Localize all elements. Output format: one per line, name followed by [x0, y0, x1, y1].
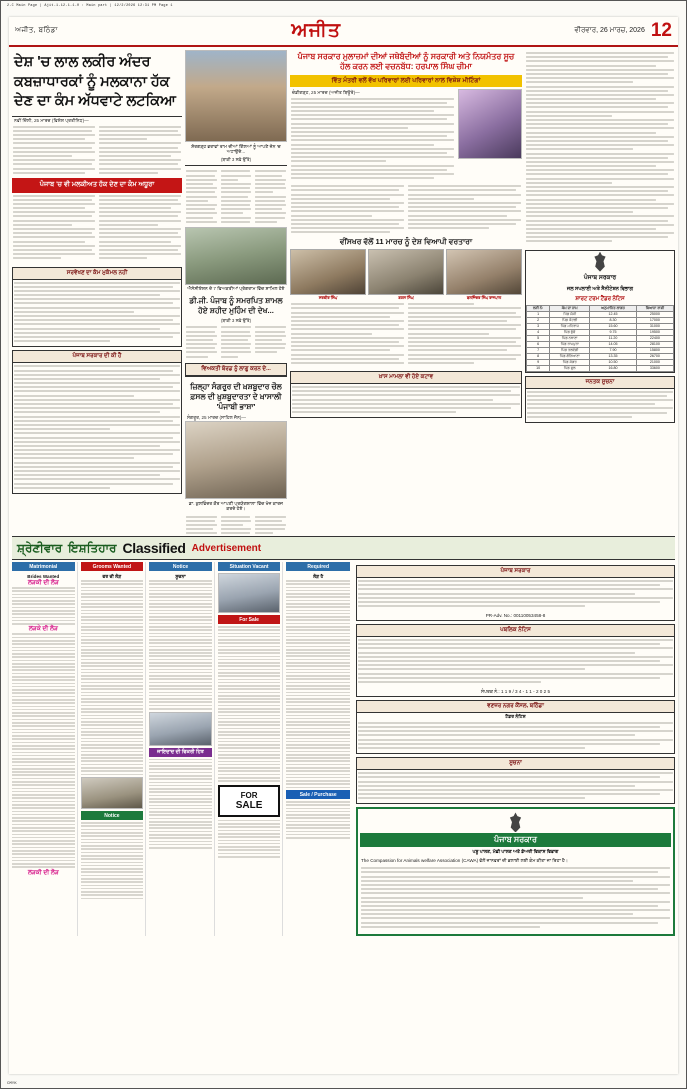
classified-section [12, 533, 675, 936]
col4-body-top [525, 50, 675, 247]
col2-box-title: ਵਿਅਕਤੀ ਬੋਰਡ ਨੂੰ ਲਾਗੂ ਕਰਨ ਦੇ... [186, 364, 286, 376]
public-notice-3-title: ਵਣਜ਼ਰ ਨਗਰ ਕੌਂਸਲ, ਬਠਿੰਡਾ [357, 701, 674, 713]
classified-pink-0: ਲੜਕੀ ਦੀ ਲੋੜ [27, 580, 59, 586]
masthead-title: ਅਜੀਤ [291, 20, 342, 41]
col3-box-2-title: ਖ਼ਾਸ ਮਾਮਲਾ ਵੀ ਹੋਏ ਕਟਾਵ [291, 372, 521, 384]
face-item [446, 249, 522, 301]
classified-columns [12, 562, 352, 936]
col3-text-left [290, 89, 455, 184]
classified-heading-4: Required [286, 562, 350, 571]
classified-heading-0: Matrimonial [12, 562, 75, 571]
classified-column-vacancy [218, 562, 284, 936]
classified-column-matrimonial [12, 562, 78, 936]
cell: 10 [527, 365, 550, 371]
public-notice-1-contact: PR-Adv. No.: 00110053458-8 [485, 612, 546, 618]
cell: 7 [527, 347, 550, 353]
col3-faces-head: ਵੀਂਸਖਰ ਵੱਲੋਂ 11 ਮਾਰਚ ਨੂੰ ਦੇਸ਼ ਵਿਆਪੀ ਵਰਤਾਰਾ [339, 237, 473, 247]
public-notices-column [356, 562, 675, 936]
classified-heading-1: Grooms Wanted [81, 562, 144, 571]
public-notice-4-title: ਸੂਚਨਾ [357, 758, 674, 770]
cell: 22400 [636, 335, 673, 341]
govt-ad-body [360, 865, 671, 932]
col3-box-2 [290, 371, 522, 418]
lead-body-2 [12, 193, 182, 264]
col3-redhead: ਪੰਜਾਬ ਸਰਕਾਰ ਮੁਲਾਜ਼ਮਾਂ ਦੀਆਂ ਜਥੇਬੰਦੀਆਂ ਨੂੰ ਸਰਕਾਰੀ ਅਤੇ ਨਿਯਮੰਤਰ ਸੂਚ ਹੱਲ ਕਰਨ ਲਈ ਵਚਨਬੱਧ: ਹਰਪਾਲ ਸਿੰਘ ਚੀਮਾ [297, 52, 515, 72]
col2-box [185, 363, 287, 377]
col3-byline: ਚੰਡੀਗੜ੍ਹ, 25 ਮਾਰਚ (ਅਜੀਤ ਬਿਊਰੋ)— [292, 89, 360, 95]
public-notice-2-contact: ਸੰਪਰਕ ਨੰ.: 1 1 9 / 3 4 - 1 1 - 2 0 2 5 [480, 688, 550, 694]
photo-face-3 [446, 249, 522, 295]
public-notice-2 [356, 624, 675, 697]
sidebar-box-govt-title: ਪੰਜਾਬ ਸਰਕਾਰ ਦੀ ਕੀ ਹੈ [13, 351, 181, 363]
cell: ਪਿੰਡ ਭੁੱਚੋ [550, 329, 590, 335]
cell: 28100 [636, 341, 673, 347]
cell: 14.05 [590, 341, 637, 347]
tender-th-2: ਅਨੁਮਾਨਿਤ ਲਾਗਤ [590, 305, 637, 311]
photo-classified-people [149, 712, 212, 746]
govt-emblem-icon [508, 812, 524, 832]
classified-banner-en2: Advertisement [191, 542, 262, 554]
cell: 1 [527, 311, 550, 317]
col2-body-1 [185, 168, 287, 226]
cell: 11.20 [590, 335, 637, 341]
cell: 25000 [636, 311, 673, 317]
classified-column-required [286, 562, 352, 936]
classified-sub-4: ਲੋੜ ਹੈ [313, 574, 324, 579]
continuation-2: (ਬਾਕੀ 3 ਸਫ਼ੇ ਉੱਤੇ) [220, 318, 252, 324]
photo-classified-megaphone [81, 777, 144, 809]
classified-blue-4: Sale / Purchase [286, 790, 350, 799]
classified-pink3-0: ਲੜਕੀ ਦੀ ਲੋੜ [27, 869, 59, 876]
sidebar-box-survey [12, 267, 182, 348]
photo-minister-portrait [458, 89, 522, 159]
state-emblem-icon [592, 252, 608, 272]
cell: 5 [527, 335, 550, 341]
photo-classified-seated-man [218, 573, 281, 613]
cell: 3 [527, 323, 550, 329]
cell: 8.30 [590, 317, 637, 323]
cell: 21000 [636, 359, 673, 365]
newspaper-sheet [9, 17, 678, 1074]
tender-th-0: ਲੜੀ ਨੰ: [527, 305, 550, 311]
classified-banner-punjabi: ਸ਼੍ਰੇਣੀਵਾਰ [17, 540, 63, 555]
cell: 26700 [636, 353, 673, 359]
cell: 9.75 [590, 329, 637, 335]
classified-green-1: Notice [81, 811, 144, 820]
photo-police-caption: ਐਸੋਸੀਏਸ਼ਨ ਦੇ 7 ਵਿਅਕਤੀਆਂ ਪ੍ਰੋਗਰਾਮ ਵਿੱਚ ਸ਼ਾਮਿਲ ਹੋਏ [187, 286, 285, 292]
col3-portrait-wrap [458, 89, 522, 184]
cell: ਪਿੰਡ ਜੱਸੀ [550, 311, 590, 317]
col2-body-2 [185, 324, 287, 360]
classified-pink2-0: ਲੜਕੇ ਦੀ ਲੋੜ [28, 626, 58, 633]
cell: 13.35 [590, 353, 637, 359]
footer-strip: CMYK [7, 1082, 17, 1086]
classified-purple-2: ਜਾਇਦਾਦ ਦੀ ਵਿਕਰੀ ਹਿਤ [149, 748, 212, 757]
face-item [290, 249, 366, 301]
classified-sub-1: ਵਰ ਦੀ ਲੋੜ [102, 574, 122, 579]
cell: 9 [527, 359, 550, 365]
col4-notice-box [525, 376, 675, 423]
cell: ਪਿੰਡ ਫੂਲ [550, 365, 590, 371]
masthead [9, 17, 678, 47]
classified-sub-2: ਸੂਚਨਾ [175, 574, 186, 579]
face-name-1: ਸਤਵੀਰ ਸਿੰਘ [318, 296, 338, 301]
classified-body-1b [81, 822, 144, 899]
public-notice-2-title: ਪਬਲਿਕ ਨੋਟਿਸ [357, 625, 674, 637]
public-notice-4-body [357, 770, 674, 803]
cell: 19500 [636, 329, 673, 335]
cell: 4 [527, 329, 550, 335]
face-gallery [290, 249, 522, 301]
classified-body-0 [12, 587, 75, 625]
public-notice-3-sub: ਟੈਂਡਰ ਨੋਟਿਸ [505, 713, 526, 719]
govt-ad-dept: ਪਸ਼ੂ ਪਾਲਣ, ਮੱਛੀ ਪਾਲਣ ਅਤੇ ਡੇਅਰੀ ਵਿਕਾਸ ਵਿਭਾਗ [472, 849, 559, 855]
tender-box [525, 250, 675, 373]
classified-banner [12, 536, 675, 560]
cell: 6 [527, 341, 550, 347]
col3-body-b [290, 183, 522, 235]
classified-red-3: For Sale [218, 615, 281, 624]
classified-body-4 [286, 580, 350, 788]
govt-ad-note: The Compassion for Animals welfare Association (CAWA) ਵੱਲੋਂ ਜਾਨਵਰਾਂ ਦੀ ਭਲਾਈ ਲਈ ਕੰਮ ਕੀਤਾ ਜਾ ਰਿਹਾ ਹੈ। [361, 857, 568, 863]
tender-notice-label: ਸ਼ਾਰਟ ਟਰਮ ਟੈਂਡਰ ਨੋਟਿਸ [575, 295, 625, 302]
classified-body-3 [218, 626, 281, 782]
cell: ਪਿੰਡ ਸੰਗਤ [550, 359, 590, 365]
classified-heading-2: Notice [149, 562, 212, 571]
table-row [527, 365, 674, 371]
col3-box-2-body [291, 384, 521, 417]
classified-banner-punjabi-2: ਇਸ਼ਤਿਹਾਰ [68, 540, 117, 555]
for-sale-badge [218, 785, 281, 817]
public-notice-1-body [357, 578, 674, 611]
classified-body-1 [81, 580, 144, 775]
col3-body-a [290, 96, 455, 184]
cell: 12.45 [590, 311, 637, 317]
cell: 17000 [636, 317, 673, 323]
col4-notice-body [526, 389, 674, 422]
face-name-3: ਬਲਜਿੰਦਰ ਸਿੰਘ ਰਾਜਪਾਲ [466, 296, 502, 301]
cell: ਪਿੰਡ ਨਥਾਣਾ [550, 335, 590, 341]
sidebar-box-govt-body [13, 363, 181, 493]
photo-lab-caption: ਡਾ. ਕੁਲਵਿੰਦਰ ਕੌਰ ਆਪਣੀ ਪ੍ਰਯੋਗਸ਼ਾਲਾ ਵਿੱਚ ਖੋਜ ਕਾਰਜ ਕਰਦੇ ਹੋਏ। [188, 500, 284, 512]
cell: ਪਿੰਡ ਕੋਟਲੀ [550, 317, 590, 323]
crop-marks: 2-C Main Page | Ajit-1-12-1-1-0 : Main part | 12/2/2026 12:31 PM Page 1 [7, 4, 173, 8]
cell: 33600 [636, 365, 673, 371]
col2-byline-3: ਸੰਗਰੂਰ, 25 ਮਾਰਚ (ਸਾਹਿਲ ਜੈਨ)— [187, 415, 247, 421]
classified-body-2b [149, 759, 212, 849]
govt-ad-title: ਪੰਜਾਬ ਸਰਕਾਰ [360, 833, 671, 847]
for-sale-line-1: FOR [240, 790, 258, 800]
photo-event-crowd-caption: ਸ਼ੇਰਗੜ੍ਹ ਭਰਾਵਾਂ ਰਾਮ ਦੀਆਂ ਗਿੱਲਆਂ ਨੂੰ ਆਪਣੇ ਜ਼ੋਨ 'ਚ ਅਟਾਉਂਦੇ... [191, 143, 281, 155]
face-item [368, 249, 444, 301]
col2-subhead-2: ਡੀ.ਜੀ. ਪੰਜਾਬ ਨੂੰ ਸਮਰਪਿਤ ਸ਼ਾਮਲ ਹੋਏ ਸ਼ਹੀਦ ਮੁਹਿੰਮ ਦੀ ਦੇਖ... [189, 295, 283, 315]
cell: 8 [527, 353, 550, 359]
cell: ਪਿੰਡ ਰਾਮਪੁਰਾ [550, 341, 590, 347]
public-notice-1 [356, 565, 675, 621]
classified-column-grooms [81, 562, 147, 936]
classified-body-2 [149, 580, 212, 710]
cell: ਪਿੰਡ ਮਹਿਰਾਜ [550, 323, 590, 329]
photo-lab-researcher [185, 421, 287, 499]
continuation-1: (ਬਾਕੀ 3 ਸਫ਼ੇ ਉੱਤੇ) [220, 157, 252, 163]
lead-body [12, 124, 182, 178]
cell: 2 [527, 317, 550, 323]
classified-body-0b [12, 633, 75, 868]
col3-body-c [290, 301, 522, 368]
masthead-date: ਵੀਰਵਾਰ, 26 ਮਾਰਚ, 2026 [574, 26, 645, 34]
tender-dept: ਜਲ ਸਪਲਾਈ ਅਤੇ ਸੈਨੀਟੇਸ਼ਨ ਵਿਭਾਗ [566, 285, 634, 292]
classified-column-notice [149, 562, 215, 936]
masthead-edition: ਅਜੀਤ, ਬਠਿੰਡਾ [15, 26, 58, 34]
classified-lower-grid [12, 562, 675, 936]
photo-face-2 [368, 249, 444, 295]
photo-police-group [185, 227, 287, 285]
public-notice-3-body [357, 720, 674, 753]
cell: 10.50 [590, 359, 637, 365]
cell: 7.90 [590, 347, 637, 353]
face-name-2: ਗਗਨ ਸਿੰਘ [398, 296, 414, 301]
photo-face-1 [290, 249, 366, 295]
tender-th-3: ਬਿਆਨਾ ਰਾਸ਼ੀ [636, 305, 673, 311]
cell: 31000 [636, 323, 673, 329]
govt-advertisement [356, 807, 675, 936]
public-notice-4 [356, 757, 675, 804]
page-number: 12 [650, 20, 672, 41]
cell: 15800 [636, 347, 673, 353]
lead-headline: ਦੇਸ਼ 'ਚ ਲਾਲ ਲਕੀਰ ਅੰਦਰ ਕਬਜ਼ਾਧਾਰਕਾਂ ਨੂੰ ਮਲਕਾਨਾ ਹੱਕ ਦੇਣ ਦਾ ਕੰਮ ਅੱਧਵਾਟੇ ਲਟਕਿਆ [12, 50, 182, 117]
public-notice-3 [356, 700, 675, 754]
cell: 15.60 [590, 323, 637, 329]
cell: ਪਿੰਡ ਤਲਵੰਡੀ [550, 347, 590, 353]
cell: ਪਿੰਡ ਗੋਨਿਆਣਾ [550, 353, 590, 359]
cell: 16.80 [590, 365, 637, 371]
col2-subhead-3: ਜ਼ਿਲ੍ਹਾ ਸੰਗਰੂਰ ਦੀ ਖ਼ਸ਼ਬੂਦਾਰ ਚੌਲ ਫ਼ਸਲ ਦੀ ਖ਼ੁਸ਼ਬੂਦਾਰਤਾ ਦੇ ਖ਼ਾਸਾਲੀ 'ਪੰਜਾਬੀ ਭਾਸ਼ਾ' [190, 382, 282, 412]
classified-banner-en: Classified [122, 540, 186, 556]
tender-title: ਪੰਜਾਬ ਸਰਕਾਰ [583, 274, 617, 281]
photo-event-crowd [185, 50, 287, 142]
tender-th-1: ਕੰਮ ਦਾ ਨਾਮ [550, 305, 590, 311]
for-sale-line-2: SALE [235, 799, 263, 811]
classified-body-4b [286, 801, 350, 839]
lead-byline: ਨਵੀਂ ਦਿੱਲੀ, 25 ਮਾਰਚ (ਵਿਸ਼ੇਸ਼ ਪ੍ਰਤੀਨਿਧ)— [14, 117, 89, 123]
sidebar-box-survey-title: ਸਰਵੇਖਣ ਦਾ ਕੰਮ ਮੁਕੰਮਲ ਨਹੀਂ [13, 268, 181, 280]
sidebar-box-survey-body [13, 280, 181, 347]
public-notice-2-body [357, 637, 674, 687]
sidebar-box-govt [12, 350, 182, 494]
col4-notice-title: ਜਨਤਕ ਸੂਚਨਾ [526, 377, 674, 389]
col3-yellow-banner: ਵਿੱਤ ਮੰਤਰੀ ਵਲੋਂ ਵੱਖ ਪਰਿਵਾਰਾਂ ਲਈ ਪਰਿਵਾਰਾਂ ਨਾਲ ਵਿਸ਼ੇਸ਼ ਮੀਟਿੰਗਾਂ [290, 75, 522, 87]
masthead-right [575, 21, 672, 40]
classified-heading-3: Situation Vacant [218, 562, 281, 571]
classified-sub-0: Brides Wanted [27, 574, 60, 579]
public-notice-1-title: ਪੰਜਾਬ ਸਰਕਾਰ [357, 566, 674, 578]
classified-body-3b [218, 820, 281, 858]
tender-table [526, 305, 674, 372]
lead-red-banner: ਪੰਜਾਬ 'ਚ ਵੀ ਮਲਕੀਅਤ ਹੱਕ ਦੇਣ ਦਾ ਕੰਮ ਅਧੂਰਾ [12, 178, 182, 193]
